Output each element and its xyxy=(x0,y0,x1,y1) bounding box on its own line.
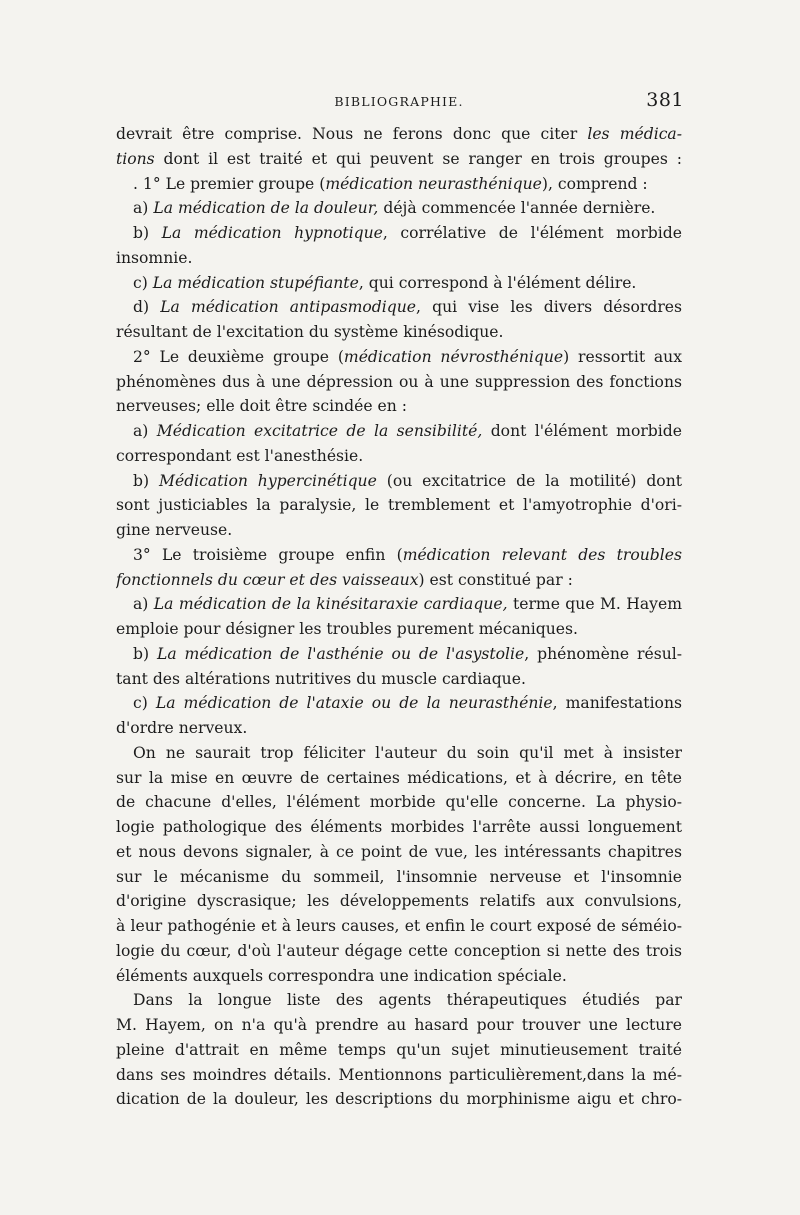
text-run: (ou excitatrice de la motilité) dont xyxy=(376,471,682,490)
text-line xyxy=(116,988,682,1013)
text-line xyxy=(116,543,682,568)
text-run: nerveuses; elle doit être scindée en : xyxy=(116,397,407,416)
text-run: ), comprend : xyxy=(541,174,648,193)
running-head xyxy=(116,89,684,122)
text-run: dans ses moindres détails. Mentionnons particulièrement,dans la mé- xyxy=(116,1065,682,1084)
text-run: ) ressortit aux xyxy=(563,347,682,366)
text-run: 2° Le deuxième groupe ( xyxy=(133,347,344,366)
italic-text: La médication de la kinésitaraxie cardiaque, xyxy=(153,595,508,614)
text-line xyxy=(116,741,682,766)
text-run: , qui correspond à l'élément délire. xyxy=(358,273,637,292)
page-number: 381 xyxy=(646,89,684,111)
text-run: emploie pour désigner les troubles purement mécaniques. xyxy=(116,620,578,638)
text-run: 3° Le troisième groupe enfin ( xyxy=(133,545,403,564)
text-run: sont justiciables la paralysie, le tremblement et l'amyotrophie d'ori- xyxy=(116,496,682,515)
text-run: b) xyxy=(133,224,162,242)
italic-text: La médication de la douleur, xyxy=(153,199,379,218)
text-run: b) xyxy=(133,644,157,663)
text-run: éléments auxquels correspondra une indication spéciale. xyxy=(116,966,567,985)
text-run: dont l'élément morbide xyxy=(482,422,682,440)
italic-text: tions xyxy=(116,149,155,168)
italic-text: médication névrosthénique xyxy=(343,347,564,366)
text-line xyxy=(116,667,682,692)
italic-text: médication neurasthénique xyxy=(325,174,542,193)
text-line xyxy=(116,172,682,197)
text-line xyxy=(116,518,682,543)
italic-text: La médication de l'asthénie ou de l'asystolie xyxy=(156,644,525,663)
text-run: a) xyxy=(133,199,154,218)
text-line xyxy=(116,295,682,320)
text-run: a) xyxy=(133,422,157,440)
italic-text: La médication hypnotique xyxy=(161,224,383,242)
text-line xyxy=(116,122,682,147)
text-line xyxy=(116,271,682,296)
text-run: , manifestations xyxy=(552,694,682,713)
text-run: à leur pathogénie et à leurs causes, et enfin le court exposé de séméio- xyxy=(116,917,682,935)
text-run: logie pathologique des éléments morbides l'arrête aussi longuement xyxy=(116,818,682,836)
italic-text: Médication hypercinétique xyxy=(159,471,377,490)
running-title: BIBLIOGRAPHIE. xyxy=(334,94,464,109)
text-line xyxy=(116,246,682,271)
text-run: , phénomène résul- xyxy=(524,644,682,663)
text-line xyxy=(116,790,682,815)
text-line xyxy=(116,320,682,345)
text-run: dication de la douleur, les descriptions du morphinisme aigu et chro- xyxy=(116,1090,682,1109)
text-line xyxy=(116,642,682,667)
text-run: On ne saurait trop féliciter l'auteur du soin qu'il met à insister xyxy=(133,743,682,762)
text-run: d'origine dyscrasique; les développements relatifs aux convulsions, xyxy=(116,892,682,911)
text-run: c) xyxy=(133,273,153,292)
body-text xyxy=(116,122,682,1112)
text-run: d'ordre nerveux. xyxy=(116,719,248,737)
text-line xyxy=(116,221,682,246)
text-run: phénomènes dus à une dépression ou à une suppression des fonctions xyxy=(116,372,682,391)
text-run: et nous devons signaler, à ce point de vue, les intéressants chapitres xyxy=(116,842,682,861)
text-run: d) xyxy=(133,298,161,317)
book-page xyxy=(116,89,684,1112)
text-line xyxy=(116,617,682,642)
text-line xyxy=(116,914,682,939)
text-run: . 1° Le premier groupe ( xyxy=(133,174,326,193)
text-line xyxy=(116,865,682,890)
text-line xyxy=(116,1038,682,1063)
italic-text: La médication stupéfiante xyxy=(152,273,359,292)
text-line xyxy=(116,815,682,840)
text-run: , corrélative de l'élément morbide xyxy=(382,224,682,242)
text-run: c) xyxy=(133,694,156,713)
text-run: sur le mécanisme du sommeil, l'insomnie nerveuse et l'insomnie xyxy=(116,867,682,886)
text-run: insomnie. xyxy=(116,248,193,267)
text-run: ) est constitué par : xyxy=(418,570,573,589)
text-run: dont il est traité et qui peuvent se ranger en trois groupes : xyxy=(154,149,682,168)
text-line xyxy=(116,469,682,494)
text-line xyxy=(116,840,682,865)
text-line xyxy=(116,939,682,964)
text-run: de chacune d'elles, l'élément morbide qu'elle concerne. La physio- xyxy=(116,793,682,812)
italic-text: La médication de l'ataxie ou de la neurasthénie xyxy=(155,694,553,713)
text-run: Dans la longue liste des agents thérapeutiques étudiés par xyxy=(133,991,682,1010)
italic-text: fonctionnels du cœur et des vaisseaux xyxy=(116,570,419,589)
text-run: devrait être comprise. Nous ne ferons donc que citer xyxy=(116,125,588,143)
text-run: logie du cœur, d'où l'auteur dégage cette conception si nette des trois xyxy=(116,941,682,960)
text-line xyxy=(116,568,682,593)
italic-text: médication relevant des troubles xyxy=(402,545,682,564)
text-line xyxy=(116,394,682,419)
text-run: b) xyxy=(133,471,159,490)
text-run: , qui vise les divers désordres xyxy=(416,298,682,317)
text-line xyxy=(116,196,682,221)
text-line xyxy=(116,716,682,741)
text-run: sur la mise en œuvre de certaines médications, et à décrire, en tête xyxy=(116,768,682,787)
text-line xyxy=(116,419,682,444)
text-run: a) xyxy=(133,595,154,614)
text-line xyxy=(116,444,682,469)
italic-text: La médication antipasmodique xyxy=(160,298,417,317)
text-line xyxy=(116,345,682,370)
text-run: pleine d'attrait en même temps qu'un sujet minutieusement traité xyxy=(116,1040,682,1059)
text-run: déjà commencée l'année dernière. xyxy=(378,199,656,218)
text-line xyxy=(116,691,682,716)
text-line xyxy=(116,592,682,617)
text-run: résultant de l'excitation du système kinésodique. xyxy=(116,323,504,341)
text-line xyxy=(116,493,682,518)
text-line xyxy=(116,147,682,172)
text-run: gine nerveuse. xyxy=(116,521,233,539)
text-line xyxy=(116,766,682,791)
text-run: terme que M. Hayem xyxy=(507,595,682,614)
italic-text: les médica- xyxy=(587,125,682,143)
text-line xyxy=(116,1063,682,1088)
text-run: correspondant est l'anesthésie. xyxy=(116,446,364,465)
text-line xyxy=(116,1087,682,1112)
italic-text: Médication excitatrice de la sensibilité, xyxy=(156,422,483,440)
text-run: M. Hayem, on n'a qu'à prendre au hasard pour trouver une lecture xyxy=(116,1016,682,1034)
text-run: tant des altérations nutritives du muscle cardiaque. xyxy=(116,669,526,688)
text-line xyxy=(116,1013,682,1038)
text-line xyxy=(116,964,682,989)
text-line xyxy=(116,889,682,914)
text-line xyxy=(116,370,682,395)
